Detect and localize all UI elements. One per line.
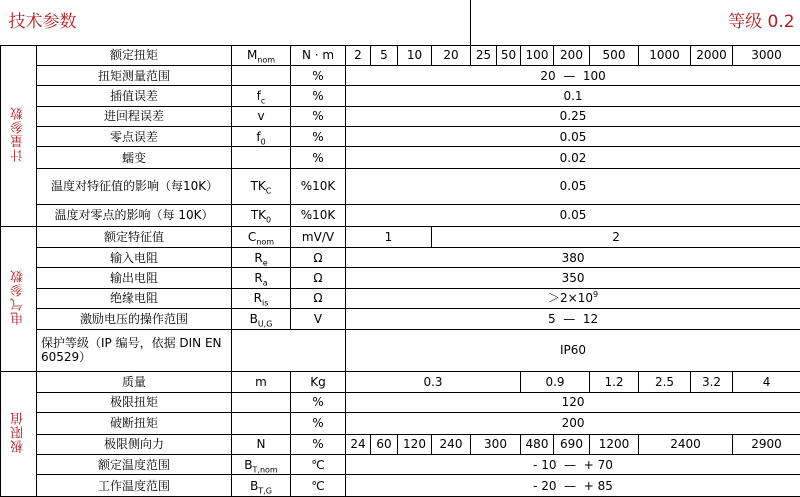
value-cell: 3000 <box>733 45 800 65</box>
param-name: 扭矩测量范围 <box>37 65 232 85</box>
param-name: 绝缘电阻 <box>37 288 232 308</box>
param-unit: % <box>291 392 346 412</box>
param-symbol: N <box>232 434 291 454</box>
param-symbol: $f_0$ <box>232 126 291 146</box>
value-cell: 3.2 <box>691 372 733 392</box>
param-symbol: $B_{T,nom}$ <box>232 454 291 474</box>
table-row <box>1 454 800 474</box>
param-symbol: $B_{T,G}$ <box>232 475 291 497</box>
param-unit: % <box>291 147 346 168</box>
value-cell: 1000 <box>639 45 691 65</box>
param-symbol: m <box>232 372 291 392</box>
value-cell: IP60 <box>346 329 800 372</box>
value-cell: 0.1 <box>346 86 800 106</box>
param-symbol: $M_{nom}$ <box>232 45 291 65</box>
param-symbol <box>232 392 291 412</box>
value-cell: 2 <box>346 45 371 65</box>
value-cell: 0.05 <box>346 126 800 146</box>
value-cell: 2900 <box>733 434 800 454</box>
value-cell: 2.5 <box>639 372 691 392</box>
value-cell: $>2\times 10^9$ <box>346 288 800 308</box>
value-cell: 20 — 100 <box>346 65 800 85</box>
param-unit: % <box>291 86 346 106</box>
group-label-metrology: 计量参数 <box>1 45 37 226</box>
value-cell: 25 <box>471 45 497 65</box>
table-row <box>1 413 800 434</box>
param-name: 温度对特征值的影响（每10K） <box>37 168 232 204</box>
table-row <box>1 226 800 247</box>
table-row <box>1 248 800 268</box>
table-row <box>1 65 800 85</box>
value-cell: 60 <box>371 434 398 454</box>
value-cell: 200 <box>346 413 800 434</box>
param-symbol: $R_e$ <box>232 248 291 268</box>
table-row <box>1 329 800 372</box>
table-row <box>1 45 800 65</box>
value-cell: 1 <box>346 226 432 247</box>
value-cell: 300 <box>471 434 521 454</box>
table-row <box>1 268 800 288</box>
param-name: 温度对零点的影响（每 10K） <box>37 205 232 226</box>
param-name: 破断扭矩 <box>37 413 232 434</box>
param-symbol: $TK_0$ <box>232 205 291 226</box>
param-name: 额定扭矩 <box>37 45 232 65</box>
param-unit <box>291 329 346 372</box>
table-row <box>1 288 800 308</box>
value-cell: 1200 <box>590 434 639 454</box>
value-cell: 0.9 <box>521 372 590 392</box>
table-row <box>1 86 800 106</box>
table-row <box>1 434 800 454</box>
param-name: 输出电阻 <box>37 268 232 288</box>
param-symbol: v <box>232 106 291 126</box>
value-cell: 120 <box>346 392 800 412</box>
value-cell: 50 <box>497 45 521 65</box>
param-name: 质量 <box>37 372 232 392</box>
value-cell: 100 <box>521 45 554 65</box>
value-cell: 0.02 <box>346 147 800 168</box>
param-name: 额定温度范围 <box>37 454 232 474</box>
value-cell: 200 <box>554 45 590 65</box>
param-name: 输入电阻 <box>37 248 232 268</box>
table-row <box>1 147 800 168</box>
param-name: 零点误差 <box>37 126 232 146</box>
value-cell: 690 <box>554 434 590 454</box>
value-cell: 20 <box>432 45 471 65</box>
param-name: 蠕变 <box>37 147 232 168</box>
value-cell: 2 <box>432 226 800 247</box>
value-cell: 1.2 <box>590 372 639 392</box>
param-unit: N · m <box>291 45 346 65</box>
table-row <box>1 309 800 329</box>
value-cell: 2400 <box>639 434 733 454</box>
param-name: 保护等级（IP 编号，依据 DIN EN 60529） <box>37 329 232 372</box>
param-symbol: $C_{nom}$ <box>232 226 291 247</box>
value-cell: 380 <box>346 248 800 268</box>
table-row <box>1 106 800 126</box>
value-cell: 480 <box>521 434 554 454</box>
param-unit: % <box>291 413 346 434</box>
value-cell: 0.3 <box>346 372 521 392</box>
param-name: 进回程误差 <box>37 106 232 126</box>
value-cell: 240 <box>432 434 471 454</box>
value-cell: 5 <box>371 45 398 65</box>
param-unit: V <box>291 309 346 329</box>
param-unit: ℃ <box>291 454 346 474</box>
param-unit: % <box>291 106 346 126</box>
param-name: 激励电压的操作范围 <box>37 309 232 329</box>
param-unit: %10K <box>291 168 346 204</box>
param-symbol <box>232 147 291 168</box>
table-row <box>1 475 800 497</box>
header-row <box>1 0 800 45</box>
param-unit: mV/V <box>291 226 346 247</box>
param-unit: Ω <box>291 248 346 268</box>
param-unit: % <box>291 65 346 85</box>
value-cell: 24 <box>346 434 371 454</box>
table-row <box>1 392 800 412</box>
param-name: 工作温度范围 <box>37 475 232 497</box>
value-cell: 2000 <box>691 45 733 65</box>
param-symbol <box>232 329 291 372</box>
grade-label: 等级 0.2 <box>471 0 800 45</box>
param-symbol: $f_c$ <box>232 86 291 106</box>
value-cell: - 20 — + 85 <box>346 475 800 497</box>
table-row <box>1 168 800 204</box>
param-name: 极限扭矩 <box>37 392 232 412</box>
param-unit: Kg <box>291 372 346 392</box>
param-name: 极限侧向力 <box>37 434 232 454</box>
param-name: 插值误差 <box>37 86 232 106</box>
value-cell: 0.05 <box>346 205 800 226</box>
param-name: 额定特征值 <box>37 226 232 247</box>
param-unit: ℃ <box>291 475 346 497</box>
group-label-electrical: 电气参数 <box>1 226 37 372</box>
param-unit: % <box>291 126 346 146</box>
value-cell: 5 — 12 <box>346 309 800 329</box>
value-cell: 0.05 <box>346 168 800 204</box>
value-cell: 4 <box>733 372 800 392</box>
param-symbol <box>232 413 291 434</box>
param-unit: %10K <box>291 205 346 226</box>
param-unit: % <box>291 434 346 454</box>
table-row <box>1 205 800 226</box>
param-unit: Ω <box>291 288 346 308</box>
page-title: 技术参数 <box>1 0 471 45</box>
param-symbol: $R_a$ <box>232 268 291 288</box>
param-symbol <box>232 65 291 85</box>
param-unit: Ω <box>291 268 346 288</box>
table-row <box>1 372 800 392</box>
value-cell: 350 <box>346 268 800 288</box>
value-cell: 0.25 <box>346 106 800 126</box>
param-symbol: $R_{is}$ <box>232 288 291 308</box>
value-cell: 10 <box>398 45 432 65</box>
table-row <box>1 126 800 146</box>
param-symbol: $TK_C$ <box>232 168 291 204</box>
value-cell: 120 <box>398 434 432 454</box>
param-symbol: $B_{U,G}$ <box>232 309 291 329</box>
value-cell: - 10 — + 70 <box>346 454 800 474</box>
group-label-limits: 极限值 <box>1 372 37 497</box>
value-cell: 500 <box>590 45 639 65</box>
